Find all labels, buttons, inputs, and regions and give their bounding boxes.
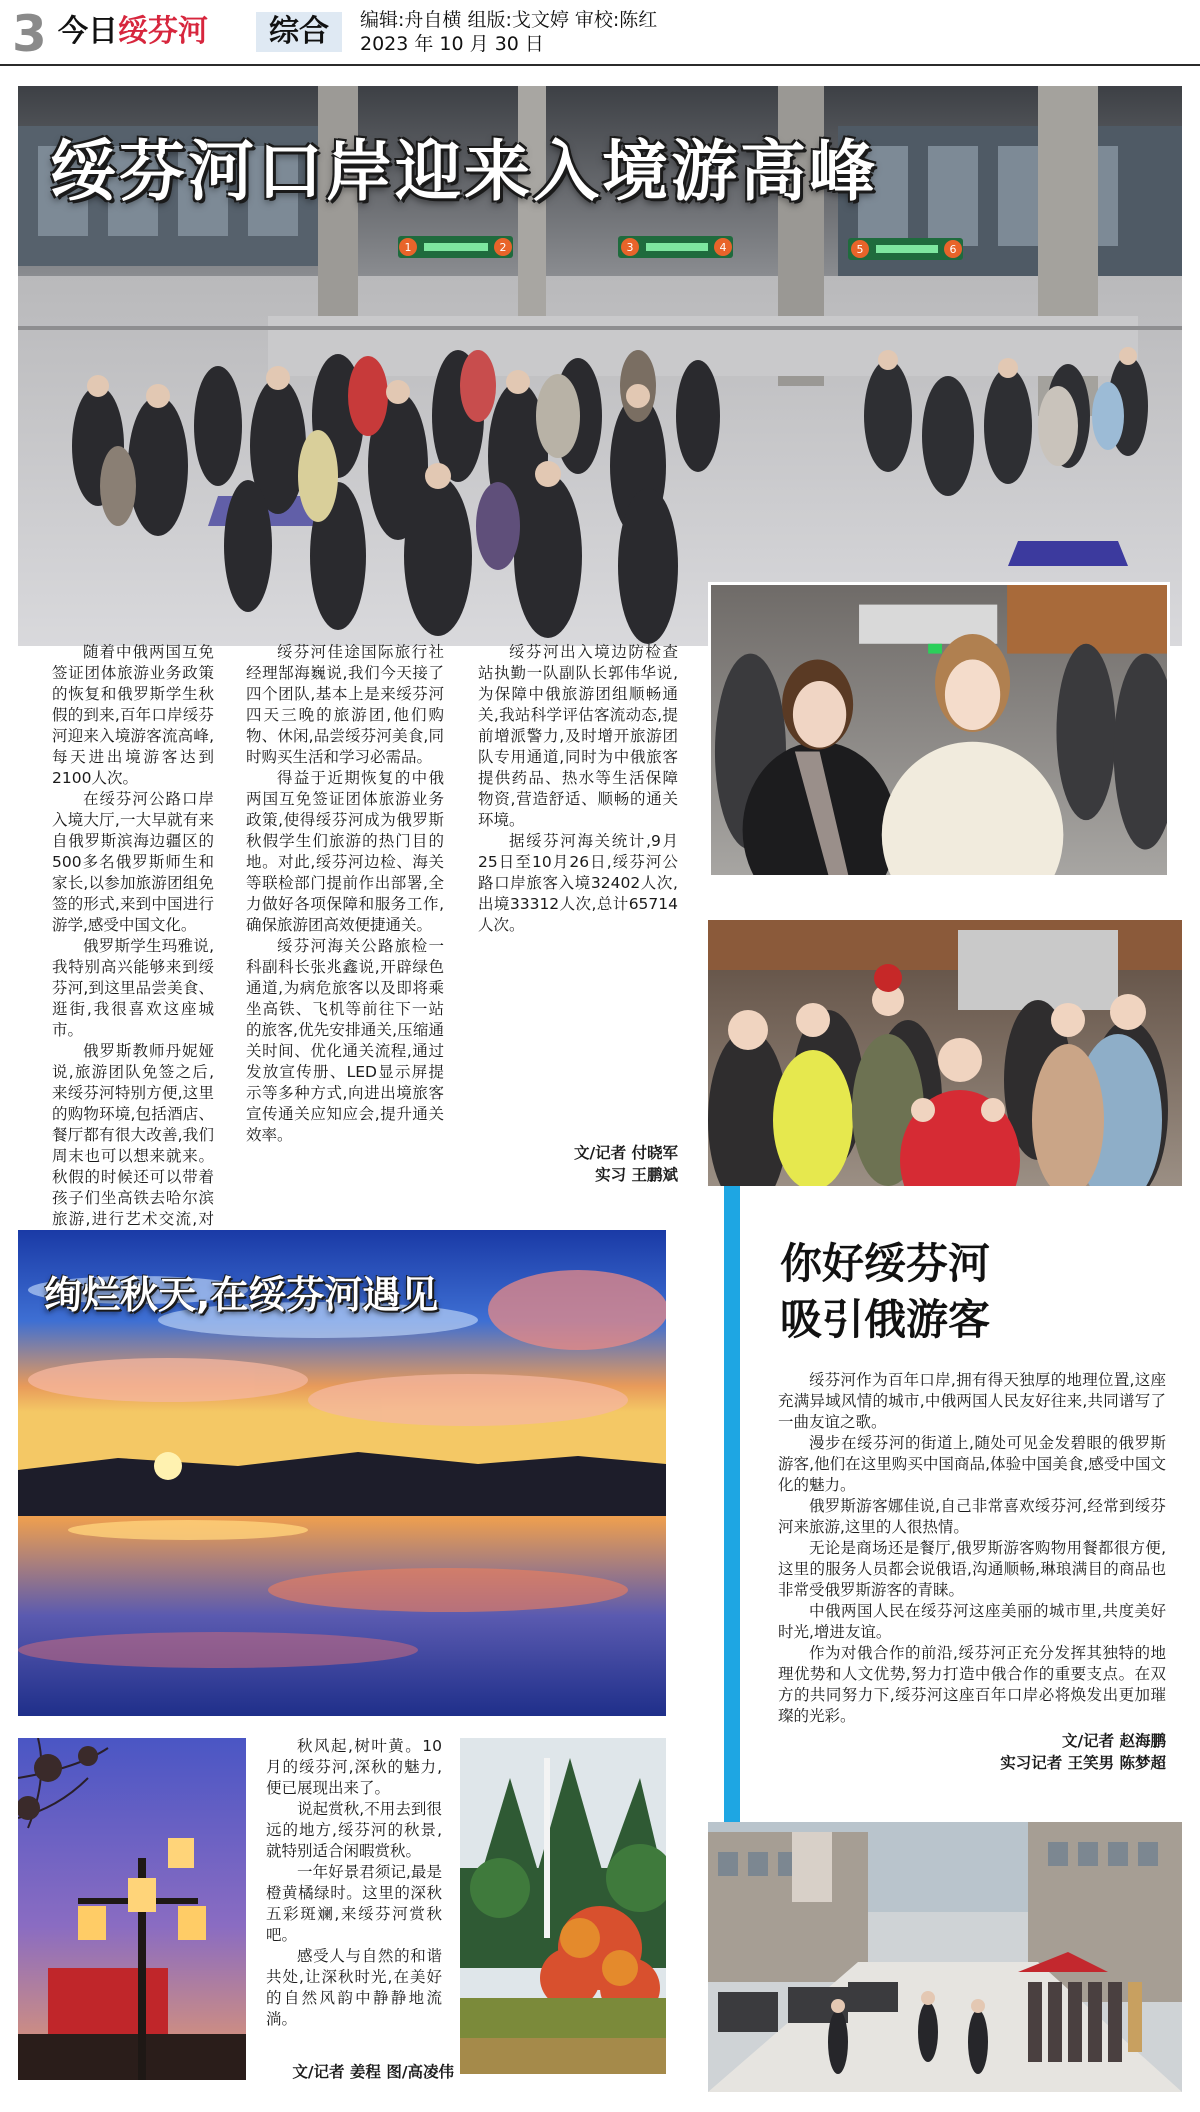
- lead-byline-intern: 实习 王鹏斌: [595, 1166, 678, 1184]
- hello-headline: [780, 1236, 990, 1348]
- autumn-article: [266, 1736, 442, 2030]
- lead-paragraph: 据绥芬河海关统计,9月25日至10月26日,绥芬河公路口岸旅客入境32402人次,出境33312人次,总计65714人次。: [478, 832, 678, 934]
- lead-paragraph: 得益于近期恢复的中俄两国互免签证团体旅游业务政策,使得绥芬河成为俄罗斯秋假学生们旅游的热门目的地。对此,绥芬河边检、海关等联检部门提前作出部署,全力做好各项保障和服务工作,确保旅游团高效便捷通关。: [246, 769, 444, 934]
- smiling-girls-photo: [708, 582, 1170, 878]
- accent-bar: [724, 1186, 740, 1822]
- autumn-paragraph: 秋风起,树叶黄。10月的绥芬河,深秋的魅力,便已展现出来了。: [266, 1737, 442, 1797]
- header-rule: [0, 64, 1200, 66]
- hello-headline-line1: 你好绥芬河: [780, 1239, 991, 1288]
- sign-4: 4: [719, 241, 727, 254]
- sign-2: 2: [499, 241, 507, 254]
- lead-byline: [478, 1142, 678, 1186]
- lead-article-column-3: [478, 642, 678, 936]
- hello-byline-interns: 实习记者 王笑男 陈梦超: [1000, 1754, 1166, 1772]
- tourists-waving-photo: [708, 920, 1182, 1186]
- street-lamps-photo: [18, 1738, 246, 2080]
- lead-byline-reporter: 文/记者 付晓军: [573, 1144, 678, 1162]
- lead-paragraph: 绥芬河佳途国际旅行社经理郜海巍说,我们今天接了四个团队,基本上是来绥芬河四天三晚的旅游团,他们购物、休闲,品尝绥芬河美食,同时购买生活和学习必需品。: [246, 643, 444, 766]
- lead-paragraph: 在绥芬河公路口岸入境大厅,一大早就有来自俄罗斯滨海边疆区的500多名俄罗斯师生和家长,以参加旅游团组免签的形式,来到中国进行游学,感受中国文化。: [52, 790, 214, 934]
- hello-article: [778, 1370, 1166, 1727]
- hello-byline: [778, 1730, 1166, 1774]
- sign-5: 5: [856, 243, 864, 256]
- lead-article-column-1: [52, 642, 214, 1272]
- shopping-street-photo: [708, 1822, 1182, 2092]
- paper-logo: [58, 14, 208, 50]
- paper-name-black: 今日: [58, 14, 118, 49]
- issue-date: 2023 年 10 月 30 日: [360, 33, 544, 55]
- hello-headline-line2: 吸引俄游客: [780, 1295, 991, 1344]
- hello-paragraph: 漫步在绥芬河的街道上,随处可见金发碧眼的俄罗斯游客,他们在这里购买中国商品,体验中国美食,感受中国文化的魅力。: [778, 1434, 1166, 1494]
- autumn-paragraph: 说起赏秋,不用去到很远的地方,绥芬河的秋景,就特别适合闲暇赏秋。: [266, 1800, 442, 1860]
- page-number: 3: [12, 5, 47, 63]
- lead-paragraph: 俄罗斯教师丹妮娅说,旅游团队免签之后,来绥芬河特别方便,这里的购物环境,包括酒店、餐厅都有很大改善,我们周末也可以想来就来。秋假的时候还可以带着孩子们坐高铁去哈尔滨旅游,进行艺术交流,对: [52, 1042, 214, 1228]
- hello-paragraph: 作为对俄合作的前沿,绥芬河正充分发挥其独特的地理优势和人文优势,努力打造中俄合作的重要支点。在双方的共同努力下,绥芬河这座百年口岸必将焕发出更加璀璨的光彩。: [778, 1644, 1166, 1725]
- autumn-forest-photo: [460, 1738, 666, 2074]
- lead-paragraph: 随着中俄两国互免签证团体旅游业务政策的恢复和俄罗斯学生秋假的到来,百年口岸绥芬河迎来入境游客流高峰,每天进出境游客达到2100人次。: [52, 643, 214, 787]
- lead-article-column-2: [246, 642, 444, 1146]
- masthead: [0, 0, 1200, 66]
- hello-paragraph: 俄罗斯游客娜佳说,自己非常喜欢绥芬河,经常到绥芬河来旅游,这里的人很热情。: [778, 1497, 1166, 1536]
- hello-byline-reporter: 文/记者 赵海鹏: [1061, 1732, 1166, 1750]
- autumn-paragraph: 感受人与自然的和谐共处,让深秋时光,在美好的自然风韵中静静地流淌。: [266, 1947, 442, 2028]
- hello-paragraph: 中俄两国人民在绥芬河这座美丽的城市里,共度美好时光,增进友谊。: [778, 1602, 1166, 1641]
- sign-1: 1: [404, 241, 412, 254]
- autumn-byline: 文/记者 姜程 图/高凌伟: [292, 2063, 454, 2081]
- autumn-paragraph: 一年好景君须记,最是橙黄橘绿时。这里的深秋五彩斑斓,来绥芬河赏秋吧。: [266, 1863, 442, 1944]
- lead-paragraph: 绥芬河海关公路旅检一科副科长张兆鑫说,开辟绿色通道,为病危旅客以及即将乘坐高铁、飞机等前往下一站的旅客,优先安排通关,压缩通关时间、优化通关流程,通过发放宣传册、LED显示屏提示等多种方式,向进出境旅客宣传通关应知应会,提升通关效率。: [246, 937, 444, 1144]
- lead-headline: 绥芬河口岸迎来入境游高峰: [50, 133, 878, 210]
- sign-3: 3: [626, 241, 634, 254]
- credits: [360, 8, 657, 56]
- sign-6: 6: [949, 243, 957, 256]
- lead-paragraph: 俄罗斯学生玛雅说,我特别高兴能够来到绥芬河,到这里品尝美食、逛街,我很喜欢这座城市。: [52, 937, 214, 1039]
- lead-paragraph: 绥芬河出入境边防检查站执勤一队副队长郭伟华说,为保障中俄旅游团组顺畅通关,我站科学评估客流动态,提前增派警力,及时增开旅游团队专用通道,同时为中俄旅客提供药品、热水等生活保障物资,营造舒适、顺畅的通关环境。: [478, 643, 678, 829]
- section-tag: 综合: [256, 12, 342, 52]
- hello-paragraph: 绥芬河作为百年口岸,拥有得天独厚的地理位置,这座充满异域风情的城市,中俄两国人民友好往来,共同谱写了一曲友谊之歌。: [778, 1371, 1166, 1431]
- paper-name-red: 绥芬河: [118, 14, 208, 49]
- autumn-headline: 绚烂秋天,在绥芬河遇见: [44, 1273, 439, 1317]
- hello-paragraph: 无论是商场还是餐厅,俄罗斯游客购物用餐都很方便,这里的服务人员都会说俄语,沟通顺畅,琳琅满目的商品也非常受俄罗斯游客的青睐。: [778, 1539, 1166, 1599]
- credits-line: 编辑:舟自横 组版:戈文婷 审校:陈红: [360, 9, 658, 31]
